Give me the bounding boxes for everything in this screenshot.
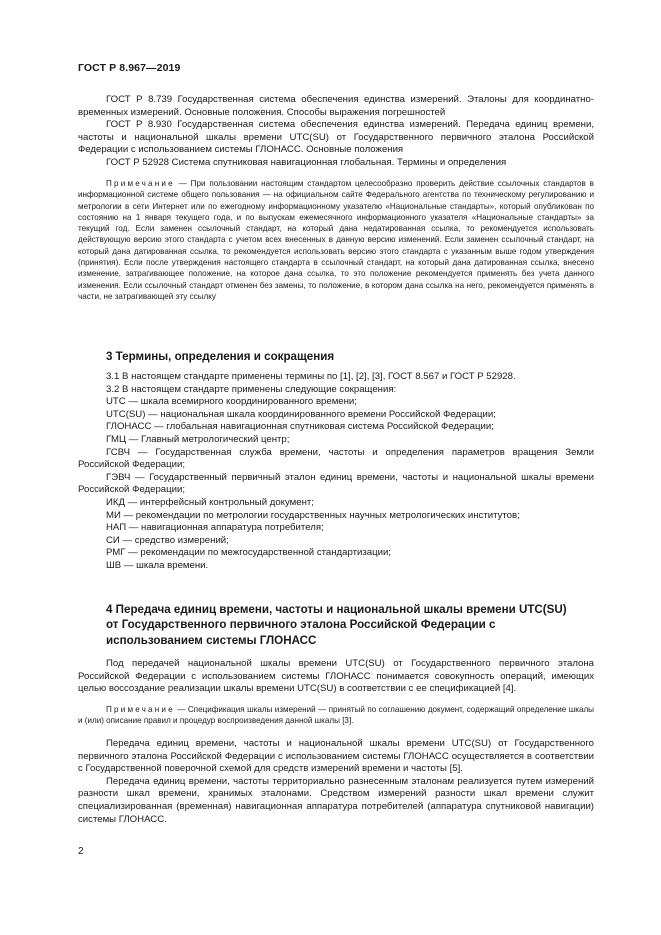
abbreviation-item: ГЭВЧ — Государственный первичный эталон единиц времени, частоты и национальной шкалы времени Российской Федерации; (78, 471, 594, 496)
abbreviation-item: ГЛОНАСС — глобальная навигационная спутниковая система Российской Федерации; (106, 421, 494, 433)
section-4 (78, 602, 594, 648)
abbreviation-item: UTC — шкала всемирного координированного времени; (106, 396, 357, 408)
note-text: — При пользовании настоящим стандартом целесообразно проверить действие ссылочных стандартов в информационной системе общего пользования — на официальном сайте Федерального агентства по техническому регулированию и метрологии в сети Интернет или по ежегодному информационному указателю «Национальные стандарты», который опубликован по состоянию на 1 января текущего года, и по выпускам ежемесячного информационного указателя «Национальные стандарты» за текущий год. Если заменен ссылочный стандарт, на который дана недатированная ссылка, то рекомендуется использовать действующую версию этого стандарта с учетом всех внесенных в данную версию изменений. Если заменен ссылочный стандарт, на который дана датированная ссылка, то рекомендуется использовать версию этого стандарта с указанным выше годом утверждения (принятия). Если после утверждения настоящего стандарта в ссылочный стандарт, на который дана датированная ссылка, внесено изменение, затрагивающее положение, на которое дана ссылка, то это положение рекомендуется применять без учета данного изменения. Если ссылочный стандарт отменен без замены, то положение, в котором дана ссылка на него, рекомендуется применять в части, не затрагивающей эту ссылку (78, 179, 594, 301)
section-3-heading: 3 Термины, определения и сокращения (106, 350, 335, 363)
section-4-body (78, 658, 594, 696)
abbreviation-item: ГСВЧ — Государственная служба времени, частоты и определения параметров вращения Земли Российской Федерации; (78, 446, 594, 471)
reference-item: ГОСТ Р 8.930 Государственная система обеспечения единства измерений. Передача единиц времени, частоты и национальной шкалы времени UTC(SU) от Государственного первичного эталона Российской Федерации с использованием системы ГЛОНАСС. Основные положения (78, 119, 594, 156)
note-label: Примечание (106, 705, 175, 714)
note-block (78, 178, 594, 302)
abbreviation-item: СИ — средство измерений; (106, 534, 229, 546)
section-4-heading: 4 Передача единиц времени, частоты и национальной шкалы времени UTC(SU) от Государственного первичного эталона Российской Федерации с использованием системы ГЛОНАСС (106, 603, 567, 647)
section-4-paragraph: Передача единиц времени, частоты территориально разнесенным эталонам реализуется путем измерений разности шкал времени, хранимых эталонами. Средством измерений разности шкал времени служит специализированная (временная) навигационная аппаратура потребителей (аппаратура спутниковой навигации) системы ГЛОНАСС. (78, 775, 594, 825)
abbreviation-item: НАП — навигационная аппаратура потребителя; (106, 522, 324, 534)
note-paragraph (78, 178, 594, 302)
reference-item: ГОСТ Р 8.739 Государственная система обеспечения единства измерений. Эталоны для координатно-временных измерений. Основные положения. Способы выражения погрешностей (78, 94, 594, 118)
page-number: 2 (78, 846, 84, 857)
abbreviation-item: UTC(SU) — национальная шкала координированного времени Российской Федерации; (106, 408, 496, 420)
abbreviation-item: ГМЦ — Главный метрологический центр; (106, 433, 290, 445)
abbreviation-item: ШВ — шкала времени. (106, 559, 209, 571)
section-3-body (78, 371, 594, 573)
abbreviation-item: МИ — рекомендации по метрологии государственных научных метрологических институтов; (106, 509, 520, 521)
note-paragraph (78, 704, 594, 727)
section-4-body-2 (78, 738, 594, 826)
note-label: Примечание (106, 179, 175, 188)
note-text: — Спецификация шкалы измерений — принятый по соглашению документ, содержащий определение шкалы и (или) описание правил и процедур воспроизведения данной шкалы [3]. (78, 705, 594, 726)
clause-3-2: 3.2 В настоящем стандарте применены следующие сокращения: (106, 383, 397, 395)
references-block (78, 94, 594, 170)
section-4-paragraph: Под передачей национальной шкалы времени UTC(SU) от Государственного первичного эталона Российской Федерации с использованием системы ГЛОНАСС понимается совокупность операций, имеющих целью воссоздание реализации шкалы времени UTC(SU) в соответствии с ее спецификацией [4]. (78, 658, 594, 695)
section-4-note (78, 704, 594, 727)
abbreviation-item: ИКД — интерфейсный контрольный документ; (106, 496, 314, 508)
clause-3-1: 3.1 В настоящем стандарте применены термины по [1], [2], [3], ГОСТ 8.567 и ГОСТ Р 52928. (106, 371, 516, 382)
section-3 (78, 349, 594, 364)
section-4-paragraph: Передача единиц времени, частоты и национальной шкалы времени UTC(SU) от Государственного первичного эталона Российской Федерации с использованием системы ГЛОНАСС осуществляется в соответствии с Государственной поверочной схемой для средств измерений времени и частоты [5]. (78, 738, 594, 775)
reference-item: ГОСТ Р 52928 Система спутниковая навигационная глобальная. Термины и определения (106, 156, 507, 168)
document-header: ГОСТ Р 8.967—2019 (78, 62, 181, 74)
abbreviation-item: РМГ — рекомендации по межгосударственной стандартизации; (106, 547, 391, 559)
